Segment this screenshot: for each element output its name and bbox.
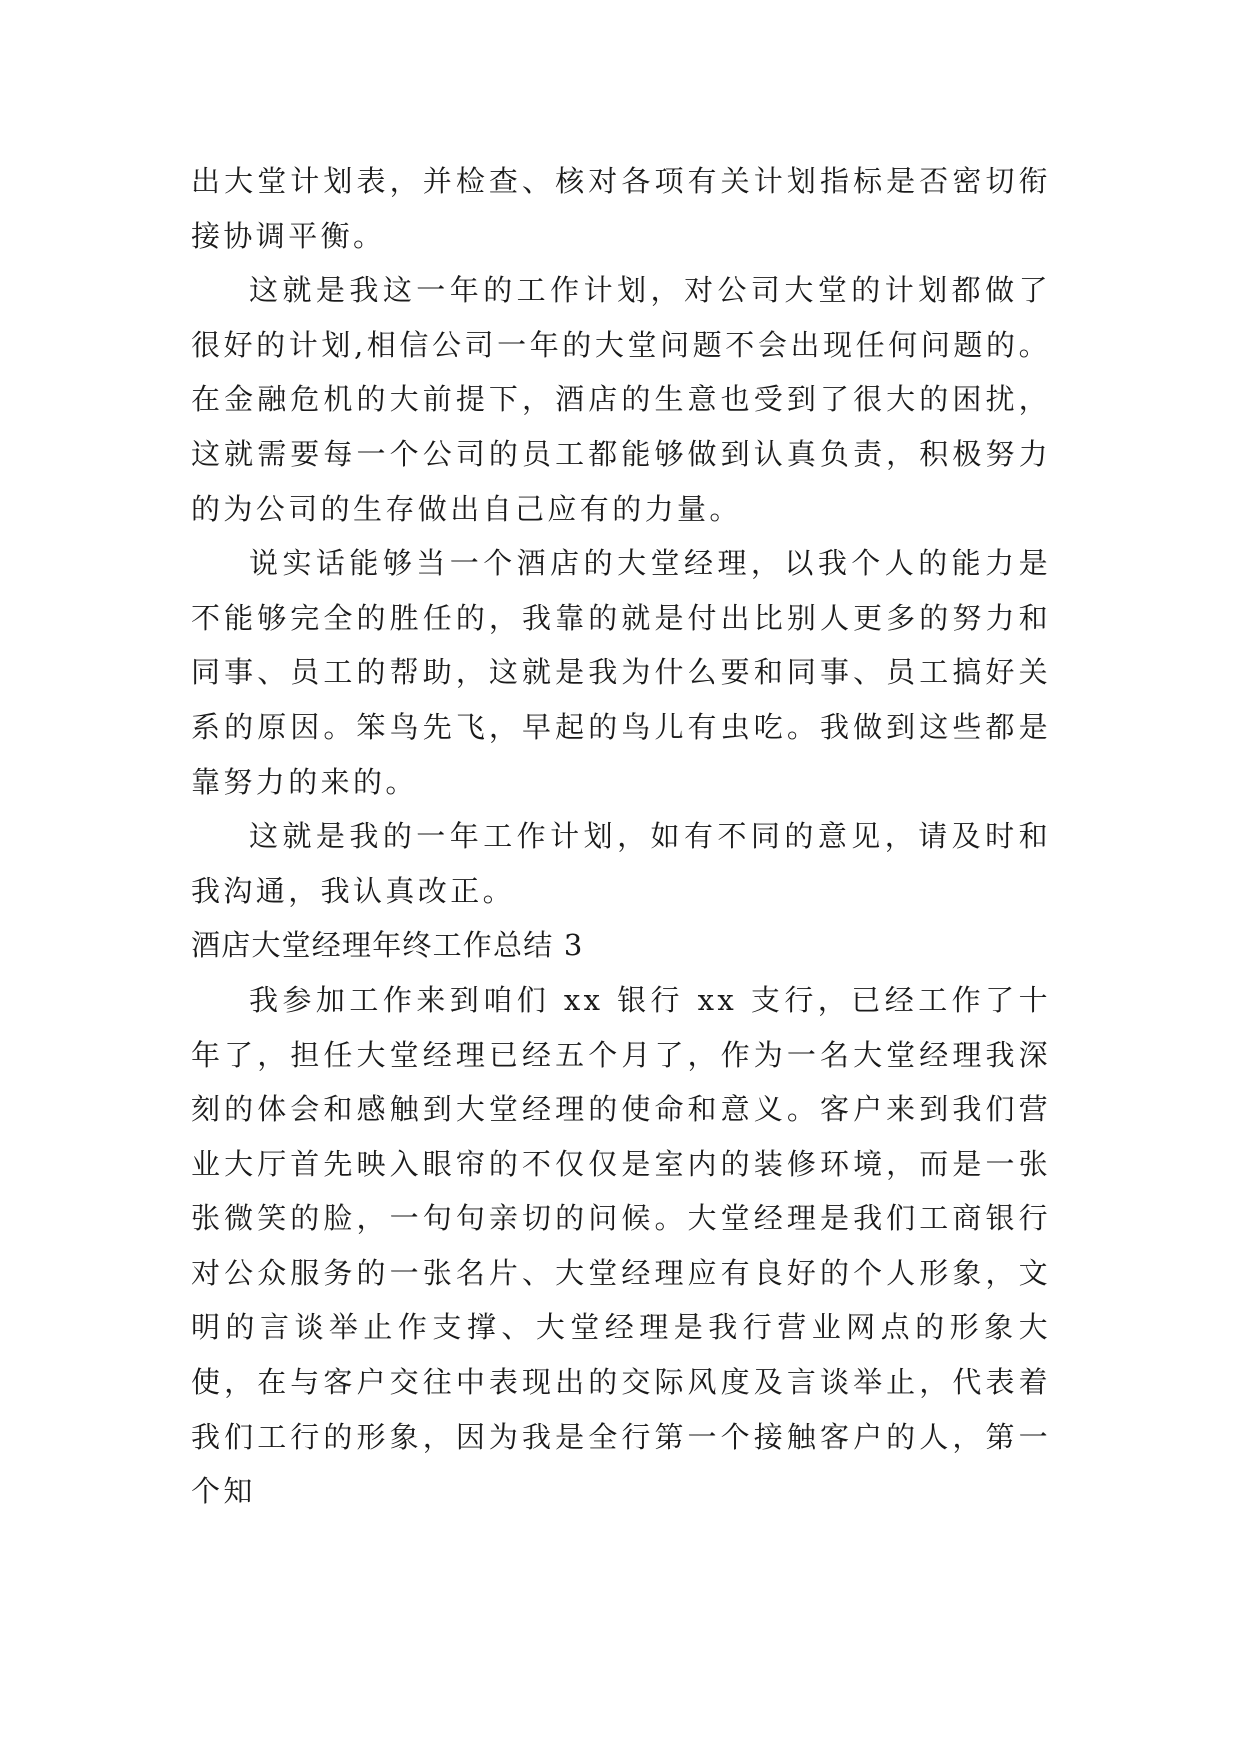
paragraph-closing: 这就是我的一年工作计划，如有不同的意见，请及时和我沟通，我认真改正。 xyxy=(191,819,1051,908)
paragraph-work-plan: 这就是我这一年的工作计划，对公司大堂的计划都做了很好的计划,相信公司一年的大堂问题不会出现任何问题的。在金融危机的大前提下，酒店的生意也受到了很大的困扰，这就需要每一个公司的员工都能够做到认真负责，积极努力的为公司的生存做出自己应有的力量。 xyxy=(191,273,1051,526)
paragraph-honesty: 说实话能够当一个酒店的大堂经理，以我个人的能力是不能够完全的胜任的，我靠的就是付出比别人更多的努力和同事、员工的帮助，这就是我为什么要和同事、员工搞好关系的原因。笨鸟先飞，早起的鸟儿有虫吃。我做到这些都是靠努力的来的。 xyxy=(191,546,1051,799)
paragraph-bank-summary: 我参加工作来到咱们 xx 银行 xx 支行，已经工作了十年了，担任大堂经理已经五个月了，作为一名大堂经理我深刻的体会和感触到大堂经理的使命和意义。客户来到我们营业大厅首先映入眼帘的不仅仅是室内的装修环境，而是一张张微笑的脸，一句句亲切的问候。大堂经理是我们工商银行对公众服务的一张名片、大堂经理应有良好的个人形象，文明的言谈举止作支撑、大堂经理是我行营业网点的形象大使，在与客户交往中表现出的交际风度及言谈举止，代表着我们工行的形象，因为我是全行第一个接触客户的人，第一个知 xyxy=(191,982,1051,1509)
paragraph-continuation: 出大堂计划表，并检查、核对各项有关计划指标是否密切衔接协调平衡。 xyxy=(191,164,1051,253)
section-heading: 酒店大堂经理年终工作总结 3 xyxy=(191,928,584,963)
document-body xyxy=(191,154,1051,1519)
